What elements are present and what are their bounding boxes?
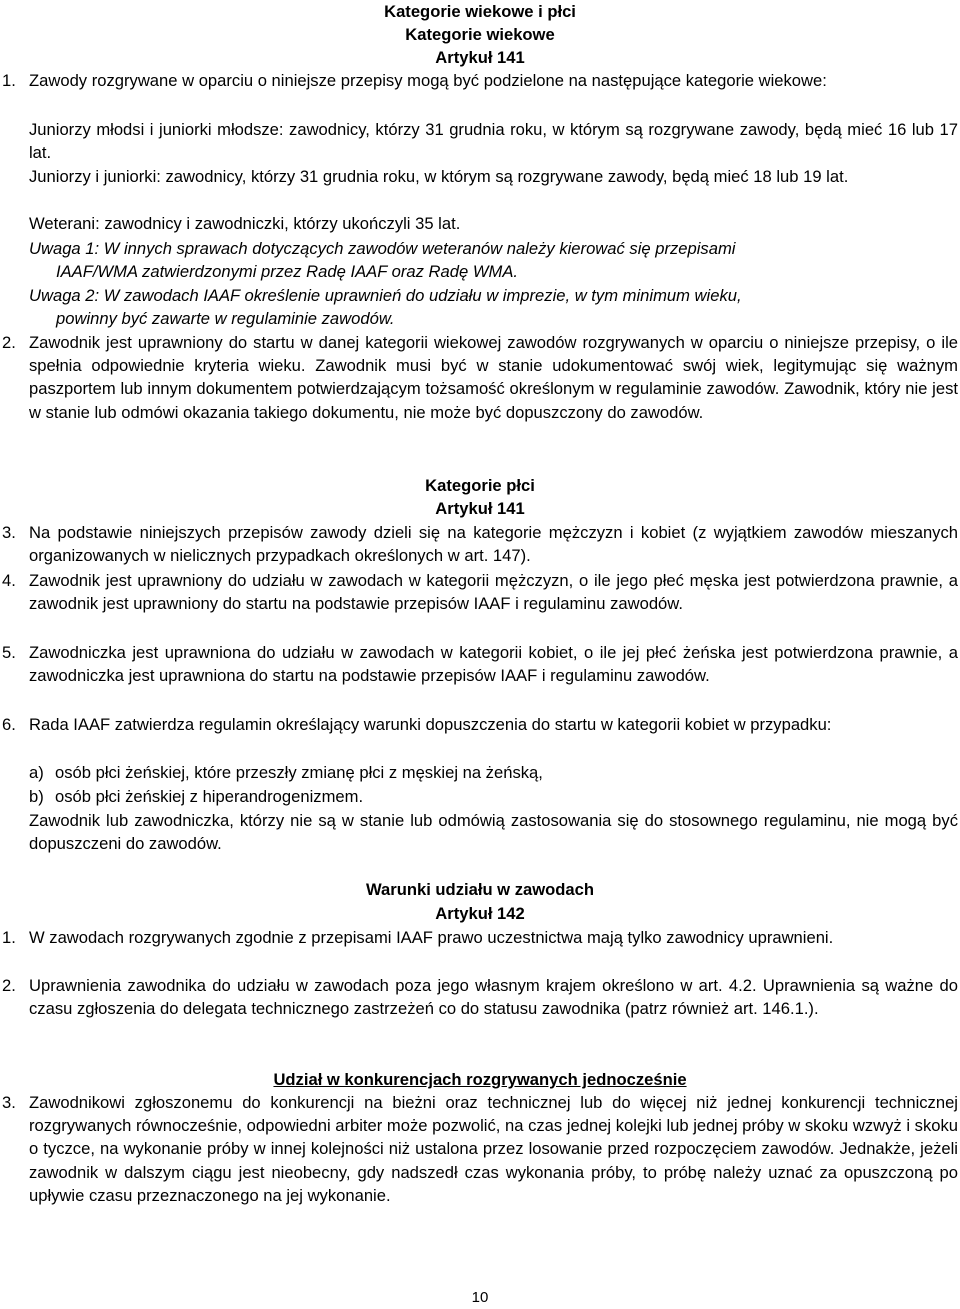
paragraph-text: Zawodnik jest uprawniony do udziału w zawodach w kategorii mężczyzn, o ile jego płeć męska jest potwierdzona prawnie, a zawodnik jest uprawniony do startu na podstawie przepisów IAAF i regulaminu zawodów. xyxy=(29,571,958,614)
paragraph-number: 3. xyxy=(2,523,16,542)
category-veterans: Weterani: zawodnicy i zawodniczki, którzy ukończyli 35 lat. xyxy=(29,214,461,233)
heading-article-141: Artykuł 141 xyxy=(435,48,525,67)
list-label: b) xyxy=(29,787,44,806)
note-1-line-1: Uwaga 1: W innych sprawach dotyczących zawodów weteranów należy kierować się przepisami xyxy=(29,239,736,258)
paragraph-text: Zawodniczka jest uprawniona do udziału w zawodach w kategorii kobiet, o ile jej płeć żeńska jest potwierdzona prawnie, a zawodniczka jest uprawniona do startu na podstawie przepisów IAAF i regulaminu zawodów. xyxy=(29,643,958,686)
paragraph-3 xyxy=(2,521,958,567)
paragraph-text: Zawodnikowi zgłoszonemu do konkurencji na bieżni oraz technicznej lub do więcej niż jednej konkurencji technicznej rozgrywanych równocześnie, odpowiedni arbiter może pozwolić, na czas jednej kolejki lub jednej próby w skoku wzwyż i skoku o tyczce, na wykonanie próby w innej kolejności niż ustalona przez losowanie przed rozpoczęciem zawodów. Jednakże, jeżeli zawodnik w dalszym ciągu jest nieobecny, gdy nadszedł czas wykonania próby, to próbę należy uznać za opuszczoną po upływie czasu przeznaczonego na jej wykonanie. xyxy=(29,1093,958,1205)
paragraph-number: 3. xyxy=(2,1093,16,1112)
paragraph-142-2 xyxy=(2,974,958,1020)
paragraph-number: 6. xyxy=(2,715,16,734)
paragraph-number: 2. xyxy=(2,976,16,995)
paragraph-6-continuation: Zawodnik lub zawodniczka, którzy nie są w stanie lub odmówią zastosowania się do stosownego regulaminu, nie mogą być dopuszczeni do zawodów. xyxy=(29,811,958,854)
paragraph-text: Rada IAAF zatwierdza regulamin określający warunki dopuszczenia do startu w kategorii kobiet w przypadku: xyxy=(29,715,832,734)
paragraph-number: 1. xyxy=(2,71,16,90)
paragraph-number: 1. xyxy=(2,928,16,947)
list-text: osób płci żeńskiej z hiperandrogenizmem. xyxy=(55,787,364,806)
heading-gender-categories: Kategorie płci xyxy=(425,476,535,495)
paragraph-text: Zawodnik jest uprawniony do startu w danej kategorii wiekowej zawodów rozgrywanych w oparciu o niniejsze przepisy, o ile spełnia odpowiednie kryteria wieku. Zawodnik musi być w stanie udokumentować swój wiek, legitymując się ważnym paszportem lub innym dokumentem potwierdzającym tożsamość określonym w regulaminie zawodów. Zawodnik, który nie jest w stanie lub odmówi okazania takiego dokumentu, nie może być dopuszczony do zawodów. xyxy=(29,333,958,422)
paragraph-142-1 xyxy=(2,926,958,949)
paragraph-number: 4. xyxy=(2,571,16,590)
page-number: 10 xyxy=(471,1289,489,1306)
paragraph-4 xyxy=(2,569,958,615)
heading-age-categories: Kategorie wiekowe xyxy=(405,25,555,44)
note-2 xyxy=(29,284,958,330)
list-text: osób płci żeńskiej, które przeszły zmianę płci z męskiej na żeńską, xyxy=(55,763,543,782)
paragraph-text: W zawodach rozgrywanych zgodnie z przepisami IAAF prawo uczestnictwa mają tylko zawodnicy uprawnieni. xyxy=(29,928,834,947)
list-label: a) xyxy=(29,763,44,782)
heading-age-gender: Kategorie wiekowe i płci xyxy=(384,2,576,21)
heading-article-141-b: Artykuł 141 xyxy=(435,499,525,518)
note-2-line-2: powinny być zawarte w regulaminie zawodów. xyxy=(56,309,395,329)
paragraph-142-3 xyxy=(2,1091,958,1207)
paragraph-number: 2. xyxy=(2,333,16,352)
list-item-a xyxy=(29,761,958,784)
note-1 xyxy=(29,237,958,283)
paragraph-text: Na podstawie niniejszych przepisów zawody dzieli się na kategorie mężczyzn i kobiet (z wyjątkiem zawodów mieszanych organizowanych w nielicznych przypadkach określonych w art. 147). xyxy=(29,523,958,566)
heading-article-142: Artykuł 142 xyxy=(435,904,525,923)
paragraph-text: Zawody rozgrywane w oparciu o niniejsze przepisy mogą być podzielone na następujące kategorie wiekowe: xyxy=(29,71,827,90)
paragraph-1 xyxy=(2,69,958,92)
paragraph-number: 5. xyxy=(2,643,16,662)
category-juniors: Juniorzy i juniorki: zawodnicy, którzy 31 grudnia roku, w którym są rozgrywane zawody, będą mieć 18 lub 19 lat. xyxy=(29,167,849,186)
note-1-line-2: IAAF/WMA zatwierdzonymi przez Radę IAAF oraz Radę WMA. xyxy=(56,262,518,282)
list-item-b xyxy=(29,785,958,808)
paragraph-text: Uprawnienia zawodnika do udziału w zawodach poza jego własnym krajem określono w art. 4.2. Uprawnienia są ważne do czasu zgłoszenia do delegata technicznego zastrzeżeń co do statusu zawodnika (patrz również art. 146.1.). xyxy=(29,976,958,1019)
category-juniors-younger: Juniorzy młodsi i juniorki młodsze: zawodnicy, którzy 31 grudnia roku, w którym są rozgrywane zawody, będą mieć 16 lub 17 lat. xyxy=(29,120,958,163)
heading-participation-conditions: Warunki udziału w zawodach xyxy=(365,880,595,899)
paragraph-5 xyxy=(2,641,958,687)
note-2-line-1: Uwaga 2: W zawodach IAAF określenie uprawnień do udziału w imprezie, w tym minimum wieku, xyxy=(29,286,742,305)
heading-simultaneous-events: Udział w konkurencjach rozgrywanych jednocześnie xyxy=(273,1070,687,1089)
paragraph-6 xyxy=(2,713,958,736)
paragraph-2 xyxy=(2,331,958,424)
